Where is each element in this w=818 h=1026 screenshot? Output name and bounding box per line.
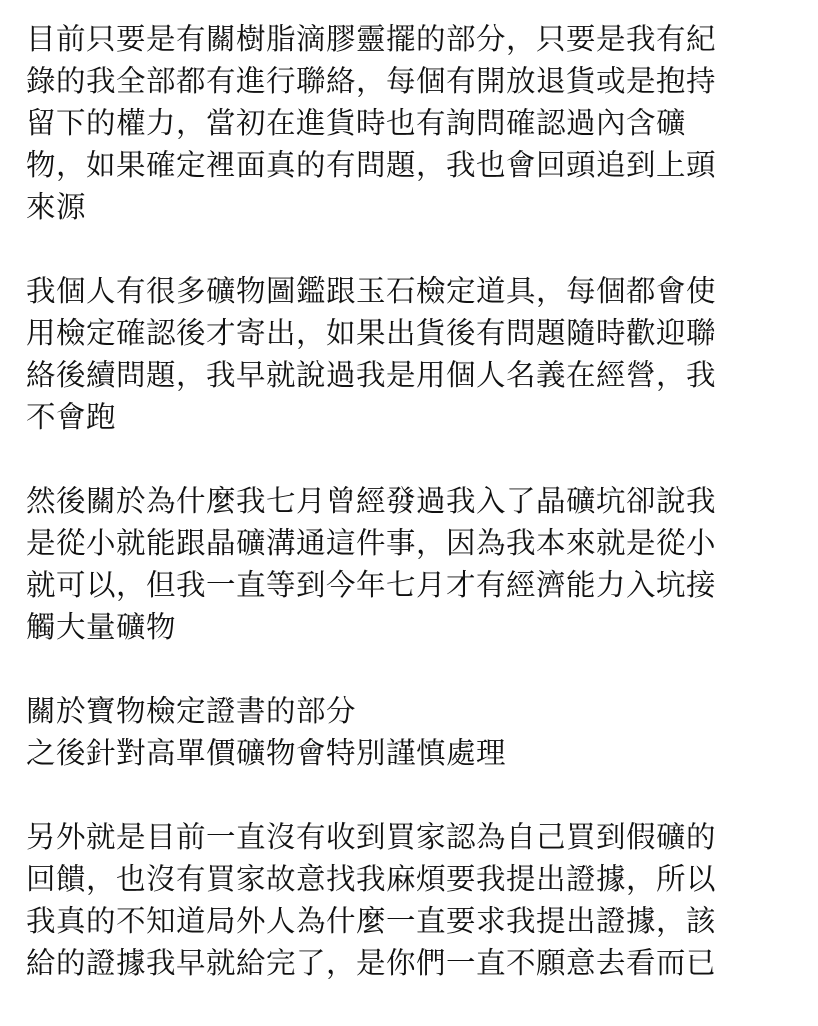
text-line: 給的證據我早就給完了，是你們一直不願意去看而已 bbox=[26, 946, 717, 980]
text-line: 絡後續問題，我早就說過我是用個人名義在經營，我 bbox=[26, 358, 717, 392]
text-line: 錄的我全部都有進行聯絡，每個有開放退貨或是抱持 bbox=[26, 64, 717, 98]
text-line: 之後針對高單價礦物會特別謹慎處理 bbox=[26, 736, 507, 770]
text-line: 留下的權力，當初在進貨時也有詢問確認過內含礦 bbox=[26, 106, 687, 140]
paragraph-certificates bbox=[26, 690, 796, 774]
text-line: 我個人有很多礦物圖鑑跟玉石檢定道具，每個都會使 bbox=[26, 274, 717, 308]
text-line: 觸大量礦物 bbox=[26, 610, 177, 644]
statement-document bbox=[26, 18, 796, 1026]
text-line: 我真的不知道局外人為什麼一直要求我提出證據，該 bbox=[26, 904, 717, 938]
text-line: 另外就是目前一直沒有收到買家認為自己買到假礦的 bbox=[26, 820, 717, 854]
paragraph-resin-pendulum bbox=[26, 18, 796, 228]
paragraph-buyer-feedback bbox=[26, 816, 796, 984]
text-line: 來源 bbox=[26, 190, 87, 224]
text-line: 是從小就能跟晶礦溝通這件事，因為我本來就是從小 bbox=[26, 526, 717, 560]
paragraph-inspection-tools bbox=[26, 270, 796, 438]
text-line: 回饋，也沒有買家故意找我麻煩要我提出證據，所以 bbox=[26, 862, 717, 896]
text-line: 不會跑 bbox=[26, 400, 117, 434]
text-line: 然後關於為什麼我七月曾經發過我入了晶礦坑卻說我 bbox=[26, 484, 717, 518]
text-line: 目前只要是有關樹脂滴膠靈擺的部分，只要是我有紀 bbox=[26, 22, 717, 56]
text-line: 就可以，但我一直等到今年七月才有經濟能力入坑接 bbox=[26, 568, 717, 602]
text-line: 物，如果確定裡面真的有問題，我也會回頭追到上頭 bbox=[26, 148, 717, 182]
paragraph-crystal-communication bbox=[26, 480, 796, 648]
text-line: 關於寶物檢定證書的部分 bbox=[26, 694, 357, 728]
text-line: 用檢定確認後才寄出，如果出貨後有問題隨時歡迎聯 bbox=[26, 316, 717, 350]
